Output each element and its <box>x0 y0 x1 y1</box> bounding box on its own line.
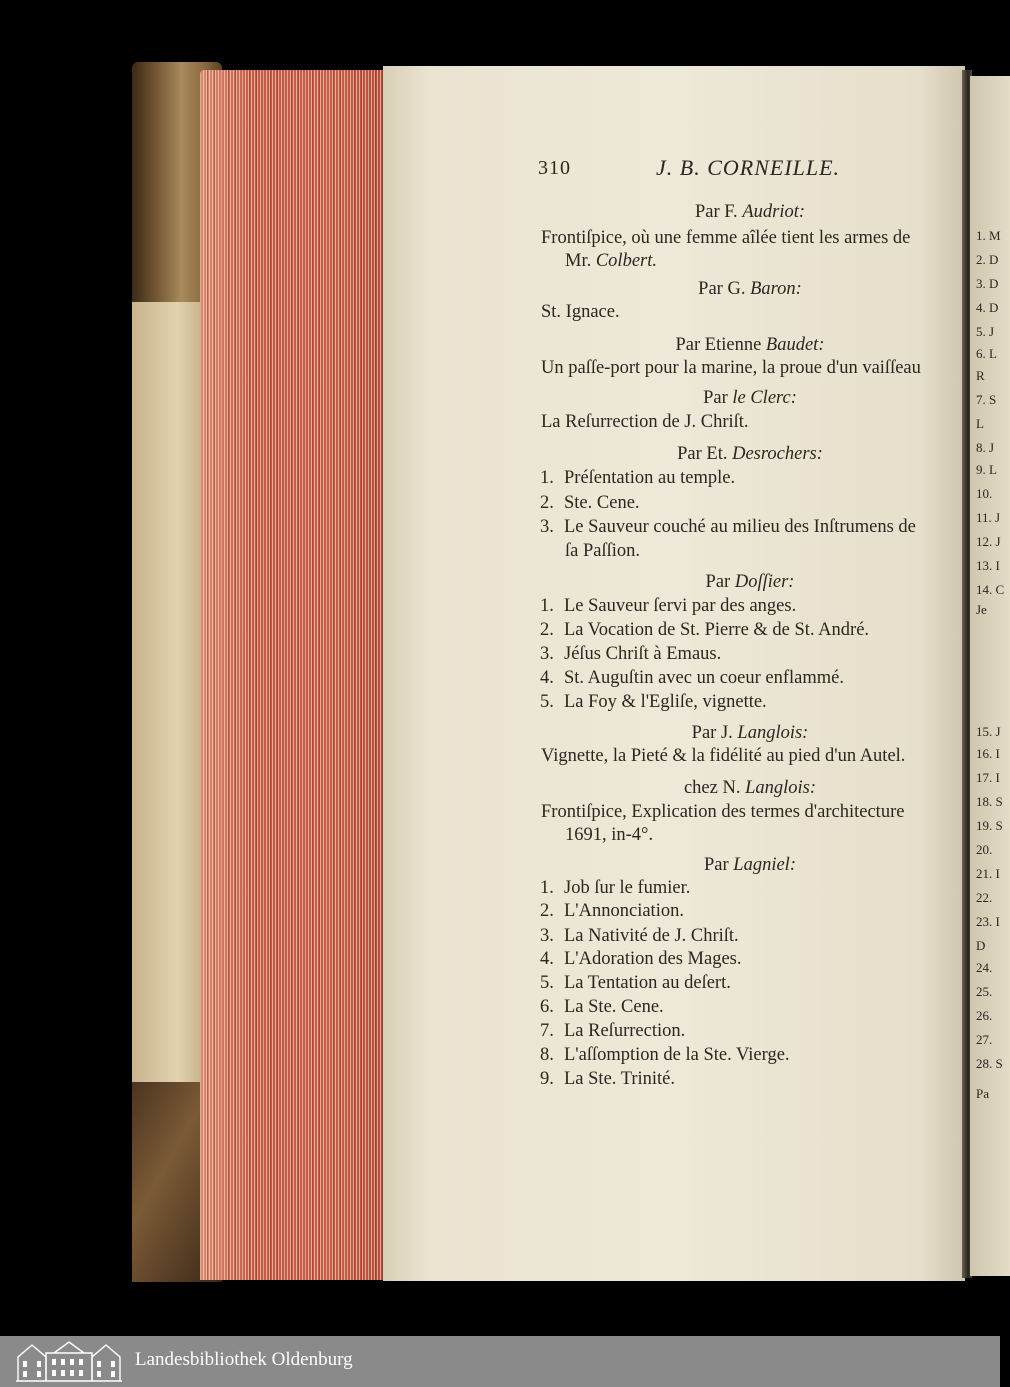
facing-page-fragment: 24. <box>976 960 993 975</box>
artist-heading <box>540 571 960 595</box>
entry-number: 2. <box>540 901 554 921</box>
entry-text: Ste. Cene. <box>564 493 640 513</box>
facing-page-fragment: 11. J <box>976 510 1001 525</box>
entry-text: L'Annonciation. <box>564 901 684 921</box>
entry-number: 2. <box>540 493 554 513</box>
artist-prefix: Par <box>703 388 733 408</box>
entry-number: 5. <box>540 692 554 712</box>
line-text: Frontiſpice, où une femme aîlée tient les armes de <box>541 228 911 248</box>
entry-number: 4. <box>540 668 554 688</box>
artist-prefix: Par F. <box>694 202 743 222</box>
facing-page-fragment: 3. D <box>976 276 999 291</box>
facing-page-fragment: 27. <box>976 1032 993 1047</box>
text-line <box>541 301 620 325</box>
entry-number: 2. <box>540 620 554 640</box>
artist-prefix: Par Et. <box>677 444 733 464</box>
artist-name: Langlois: <box>745 778 817 798</box>
facing-page-fragment: 12. J <box>976 534 1001 549</box>
line-text: La Reſurrection de J. Chriſt. <box>541 412 749 432</box>
facing-page-fragment: 17. I <box>976 770 1000 785</box>
entry-number: 9. <box>540 1069 554 1089</box>
facing-page-fragment: 19. S <box>976 818 1003 833</box>
entry-number: 4. <box>540 949 554 969</box>
entry-number: 5. <box>540 973 554 993</box>
facing-page-fragment: 25. <box>976 984 993 999</box>
artist-prefix: Par <box>704 855 734 875</box>
library-building-icon <box>14 1339 124 1383</box>
entry-text: Jéſus Chriſt à Emaus. <box>564 644 722 664</box>
facing-page-fragment: 21. I <box>976 866 1000 881</box>
numbered-entry <box>540 1068 675 1092</box>
artist-heading <box>565 250 657 274</box>
text-line <box>541 357 921 381</box>
red-page-edges <box>200 70 385 1280</box>
facing-page-fragment: 15. J <box>976 724 1001 739</box>
facing-page-fragment: 22. <box>976 890 993 905</box>
artist-name: Baudet: <box>765 335 825 355</box>
entry-number: 1. <box>540 596 554 616</box>
facing-page-fragment: 16. I <box>976 746 1000 761</box>
entry-text: La Foy & l'Egliſe, vignette. <box>564 692 767 712</box>
running-header <box>538 155 958 185</box>
facing-page-fragment: 2. D <box>976 252 999 267</box>
artist-heading <box>540 334 960 358</box>
entry-number: 1. <box>540 468 554 488</box>
entry-number: 3. <box>540 517 554 537</box>
artist-heading <box>540 201 960 225</box>
artist-name: Baron: <box>750 279 802 299</box>
facing-page-fragment: 1. M <box>976 228 1001 243</box>
facing-page-fragment: 10. <box>976 486 993 501</box>
artist-name: Colbert. <box>595 251 657 271</box>
facing-page-edge <box>970 76 1010 1276</box>
artist-heading <box>540 854 960 878</box>
facing-page-fragment: 13. I <box>976 558 1000 573</box>
numbered-entry <box>540 996 664 1020</box>
text-line <box>541 801 904 825</box>
numbered-entry <box>540 516 916 540</box>
line-text: 1691, in-4°. <box>565 825 654 845</box>
artist-heading <box>540 777 960 801</box>
artist-heading <box>540 387 960 411</box>
text-line <box>541 745 905 769</box>
numbered-entry <box>540 900 684 924</box>
line-text: Un paſſe-port pour la marine, la proue d'un vaiſſeau <box>541 358 921 378</box>
text-line <box>541 227 910 251</box>
artist-prefix: Mr. <box>565 251 596 271</box>
entry-text: La Reſurrection. <box>564 1021 686 1041</box>
facing-page-fragment: 5. J <box>976 324 995 339</box>
entry-text: L'aſſomption de la Ste. Vierge. <box>564 1045 790 1065</box>
numbered-entry <box>540 467 735 491</box>
artist-prefix: Par J. <box>691 723 738 743</box>
line-text: Frontiſpice, Explication des termes d'architecture <box>541 802 905 822</box>
artist-name: Audriot: <box>742 202 806 222</box>
line-text: Vignette, la Pieté & la fidélité au pied d'un Autel. <box>541 746 906 766</box>
artist-prefix: Par <box>705 572 735 592</box>
entry-number: 3. <box>540 644 554 664</box>
text-line <box>565 540 640 564</box>
library-name: Landesbibliothek Oldenburg <box>135 1349 353 1370</box>
artist-name: Langlois: <box>737 723 809 743</box>
text-line <box>541 411 749 435</box>
facing-page-fragment: 26. <box>976 1008 993 1023</box>
artist-prefix: chez N. <box>683 778 746 798</box>
facing-page-fragment: 18. S <box>976 794 1003 809</box>
facing-page-fragment: 23. I <box>976 914 1000 929</box>
facing-page-fragment: R <box>976 368 985 383</box>
numbered-entry <box>540 492 640 516</box>
artist-prefix: Par Etienne <box>675 335 766 355</box>
numbered-entry <box>540 972 731 996</box>
entry-text: La Tentation au deſert. <box>564 973 731 993</box>
numbered-entry <box>540 691 767 715</box>
artist-name: Desrochers: <box>732 444 823 464</box>
entry-number: 7. <box>540 1021 554 1041</box>
running-title: J. B. CORNEILLE. <box>656 155 841 180</box>
artist-prefix: Par G. <box>698 279 751 299</box>
entry-number: 8. <box>540 1045 554 1065</box>
entry-text: La Ste. Cene. <box>564 997 664 1017</box>
artist-name: Doſſier: <box>734 572 795 592</box>
page-number: 310 <box>538 157 571 179</box>
facing-page-fragment: 14. C <box>976 582 1005 597</box>
facing-page-fragment: 4. D <box>976 300 999 315</box>
facing-page-fragment: Je <box>976 602 987 617</box>
artist-name: le Clerc: <box>732 388 797 408</box>
facing-page-fragment: 6. L <box>976 346 997 361</box>
entry-text: St. Auguſtin avec un coeur enflammé. <box>564 668 844 688</box>
numbered-entry <box>540 1020 685 1044</box>
entry-number: 3. <box>540 926 554 946</box>
numbered-entry <box>540 643 721 667</box>
line-text: ſa Paſſion. <box>565 541 641 561</box>
entry-text: Le Sauveur couché au milieu des Inſtrumens de <box>564 517 916 537</box>
numbered-entry <box>540 877 690 901</box>
facing-page-fragment: Pa <box>976 1086 989 1101</box>
numbered-entry <box>540 925 739 949</box>
numbered-entry <box>540 667 844 691</box>
numbered-entry <box>540 1044 790 1068</box>
text-line <box>565 824 653 848</box>
artist-heading <box>540 443 960 467</box>
entry-text: Job ſur le fumier. <box>564 878 691 898</box>
entry-text: Préſentation au temple. <box>564 468 736 488</box>
entry-text: Le Sauveur ſervi par des anges. <box>564 596 797 616</box>
numbered-entry <box>540 619 869 643</box>
facing-page-fragment: 9. L <box>976 462 997 477</box>
numbered-entry <box>540 948 742 972</box>
entry-number: 6. <box>540 997 554 1017</box>
footer-bar <box>0 1336 1000 1387</box>
line-text: St. Ignace. <box>541 302 620 322</box>
artist-heading <box>540 278 960 302</box>
entry-text: La Ste. Trinité. <box>564 1069 676 1089</box>
entry-text: La Nativité de J. Chriſt. <box>564 926 739 946</box>
facing-page-fragment: 7. S <box>976 392 997 407</box>
entry-number: 1. <box>540 878 554 898</box>
facing-page-fragment: 28. S <box>976 1056 1003 1071</box>
facing-page-fragment: 20. <box>976 842 993 857</box>
artist-heading <box>540 722 960 746</box>
facing-page-fragment: 8. J <box>976 440 995 455</box>
entry-text: L'Adoration des Mages. <box>564 949 742 969</box>
facing-page-fragment: D <box>976 938 986 953</box>
entry-text: La Vocation de St. Pierre & de St. André. <box>564 620 870 640</box>
artist-name: Lagniel: <box>733 855 796 875</box>
facing-page-fragment: L <box>976 416 984 431</box>
numbered-entry <box>540 595 796 619</box>
